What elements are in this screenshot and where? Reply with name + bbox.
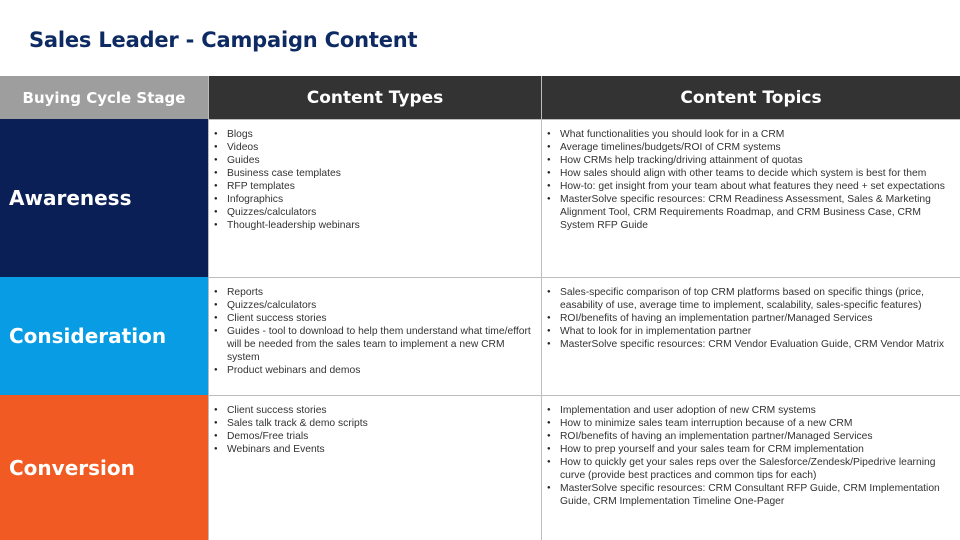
header-content-topics: Content Topics xyxy=(541,76,960,119)
list-item: ● How sales should align with other teams to decide which system is best for them xyxy=(546,167,950,180)
stage-conversion: Conversion xyxy=(0,395,208,540)
list-item: ● Videos xyxy=(213,141,531,154)
list-item: ● Guides xyxy=(213,154,531,167)
list-item: ● ROI/benefits of having an implementation partner/Managed Services xyxy=(546,430,950,443)
list-item: ● Blogs xyxy=(213,128,531,141)
page-title: Sales Leader - Campaign Content xyxy=(29,28,418,52)
awareness-content-types xyxy=(208,119,541,277)
list-item: ● Business case templates xyxy=(213,167,531,180)
list-item: ● Client success stories xyxy=(213,404,531,417)
list-item: ● MasterSolve specific resources: CRM Readiness Assessment, Sales & Marketing Alignment Tool, CRM Requirements Roadmap, and CRM Business Case, CRM System RFP Guide xyxy=(546,193,950,232)
list-item: ● Reports xyxy=(213,286,531,299)
list-item: ● Client success stories xyxy=(213,312,531,325)
header-buying-cycle-stage: Buying Cycle Stage xyxy=(0,76,208,119)
list-item: ● How to prep yourself and your sales team for CRM implementation xyxy=(546,443,950,456)
list-item: ● What to look for in implementation partner xyxy=(546,325,950,338)
list-item: ● Webinars and Events xyxy=(213,443,531,456)
list-item: ● Demos/Free trials xyxy=(213,430,531,443)
list-item: ● Sales-specific comparison of top CRM platforms based on specific things (price, easability of use, average time to implement, scalability, sales-specific features) xyxy=(546,286,950,312)
list-item: ● How to quickly get your sales reps over the Salesforce/Zendesk/Pipedrive learning curve (provide best practices and common tips for each) xyxy=(546,456,950,482)
list-item: ● Thought-leadership webinars xyxy=(213,219,531,232)
awareness-content-topics xyxy=(541,119,960,277)
list-item: ● Average timelines/budgets/ROI of CRM systems xyxy=(546,141,950,154)
list-item: ● Implementation and user adoption of new CRM systems xyxy=(546,404,950,417)
conversion-content-topics xyxy=(541,395,960,540)
conversion-content-types xyxy=(208,395,541,540)
consideration-content-topics xyxy=(541,277,960,395)
list-item: ● Sales talk track & demo scripts xyxy=(213,417,531,430)
consideration-content-types xyxy=(208,277,541,395)
stage-consideration: Consideration xyxy=(0,277,208,395)
list-item: ● Guides - tool to download to help them understand what time/effort will be needed from the sales team to implement a new CRM system xyxy=(213,325,531,364)
stage-awareness: Awareness xyxy=(0,119,208,277)
list-item: ● Quizzes/calculators xyxy=(213,299,531,312)
list-item: ● What functionalities you should look for in a CRM xyxy=(546,128,950,141)
list-item: ● How to minimize sales team interruption because of a new CRM xyxy=(546,417,950,430)
list-item: ● MasterSolve specific resources: CRM Consultant RFP Guide, CRM Implementation Guide, CRM Implementation Timeline One-Pager xyxy=(546,482,950,508)
campaign-content-table xyxy=(0,76,960,540)
list-item: ● MasterSolve specific resources: CRM Vendor Evaluation Guide, CRM Vendor Matrix xyxy=(546,338,950,351)
list-item: ● RFP templates xyxy=(213,180,531,193)
list-item: ● Product webinars and demos xyxy=(213,364,531,377)
list-item: ● How-to: get insight from your team about what features they need + set expectations xyxy=(546,180,950,193)
list-item: ● Quizzes/calculators xyxy=(213,206,531,219)
header-content-types: Content Types xyxy=(208,76,541,119)
list-item: ● How CRMs help tracking/driving attainment of quotas xyxy=(546,154,950,167)
list-item: ● Infographics xyxy=(213,193,531,206)
list-item: ● ROI/benefits of having an implementation partner/Managed Services xyxy=(546,312,950,325)
